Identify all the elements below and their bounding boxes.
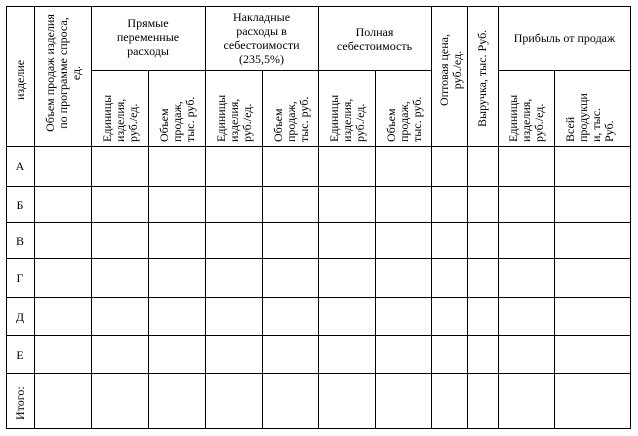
row-label-v: В [15, 234, 24, 248]
header-revenue: Выручка, тыс. Руб. [475, 29, 489, 127]
sub-profit-all-line-1: Всей [563, 116, 577, 142]
sub-overhead-volume-line-3: тыс. руб. [297, 96, 311, 142]
row-label-d: Д [15, 310, 25, 324]
row-label-g: Г [16, 271, 24, 285]
sub-full-volume-line-2: продаж, [397, 101, 411, 142]
header-overhead-line-3: себестоимости [223, 38, 300, 52]
header-izdelie: изделие [13, 59, 27, 100]
header-sales-volume [44, 8, 83, 138]
header-sales-volume-line-3: ед. [69, 65, 83, 81]
subheader-direct-volume [158, 74, 197, 142]
header-overhead-line-1: Накладные [232, 10, 291, 24]
header-overhead-costs [205, 10, 318, 66]
sub-direct-unit-line-1: Единицы [100, 94, 114, 142]
sub-direct-volume-line-3: тыс. руб. [183, 96, 197, 142]
sub-full-unit-line-2: изделия, [340, 98, 354, 142]
sub-full-unit-line-1: Единицы [327, 94, 341, 142]
subheader-overhead-volume [272, 74, 311, 142]
sub-direct-volume-line-1: Объем [157, 108, 171, 142]
header-overhead-line-4: (235,5%) [239, 52, 284, 66]
subheader-overhead-unit [215, 74, 254, 142]
row-label-b: Б [16, 198, 24, 212]
sub-overhead-unit-line-2: изделия, [227, 98, 241, 142]
sub-full-unit-line-3: руб./ед. [353, 103, 367, 142]
sub-profit-all-line-2: продукци [576, 93, 590, 142]
header-full-line-1: Полная [355, 25, 394, 39]
subheader-profit-unit [507, 74, 546, 142]
header-price-line-1: Оптовая цена, [437, 33, 451, 107]
sub-full-volume-line-1: Объем [384, 108, 398, 142]
header-overhead-line-2: расходы в [236, 24, 287, 38]
sub-direct-volume-line-2: продаж, [170, 101, 184, 142]
header-sales-volume-line-1: Объем продаж изделия [43, 14, 57, 132]
sub-profit-unit-line-2: изделия, [519, 98, 533, 142]
sub-overhead-volume-line-2: продаж, [284, 101, 298, 142]
sub-profit-unit-line-1: Единицы [506, 94, 520, 142]
header-wholesale-price [438, 20, 464, 120]
sub-direct-unit-line-3: руб./ед. [126, 103, 140, 142]
subheader-full-unit [328, 74, 367, 142]
subheader-direct-unit [101, 74, 140, 142]
sub-overhead-unit-line-3: руб./ед. [240, 103, 254, 142]
header-full-cost [318, 25, 431, 53]
subheader-profit-all [564, 74, 616, 142]
sub-overhead-volume-line-1: Объем [271, 108, 285, 142]
sub-profit-all-line-3: и, тыс. [589, 107, 603, 142]
sub-direct-unit-line-2: изделия, [113, 98, 127, 142]
sub-profit-all-line-4: Руб. [602, 120, 616, 142]
header-direct-line-3: расходы [127, 44, 169, 58]
sub-full-volume-line-3: тыс. руб. [410, 96, 424, 142]
header-full-line-2: себестоимость [336, 39, 413, 53]
row-label-total: Итого: [13, 386, 27, 420]
sub-profit-unit-line-3: руб./ед. [532, 103, 546, 142]
header-direct-costs [91, 16, 205, 58]
header-direct-line-1: Прямые [127, 16, 169, 30]
subheader-full-volume [385, 74, 424, 142]
row-label-e: Е [16, 348, 24, 362]
header-price-line-2: руб./ед. [450, 50, 464, 90]
row-label-a: А [15, 159, 25, 173]
header-sales-volume-line-2: по программе спроса, [56, 17, 70, 129]
header-profit: Прибыль от продаж [513, 31, 616, 45]
header-direct-line-2: переменные [116, 30, 180, 44]
sub-overhead-unit-line-1: Единицы [214, 94, 228, 142]
